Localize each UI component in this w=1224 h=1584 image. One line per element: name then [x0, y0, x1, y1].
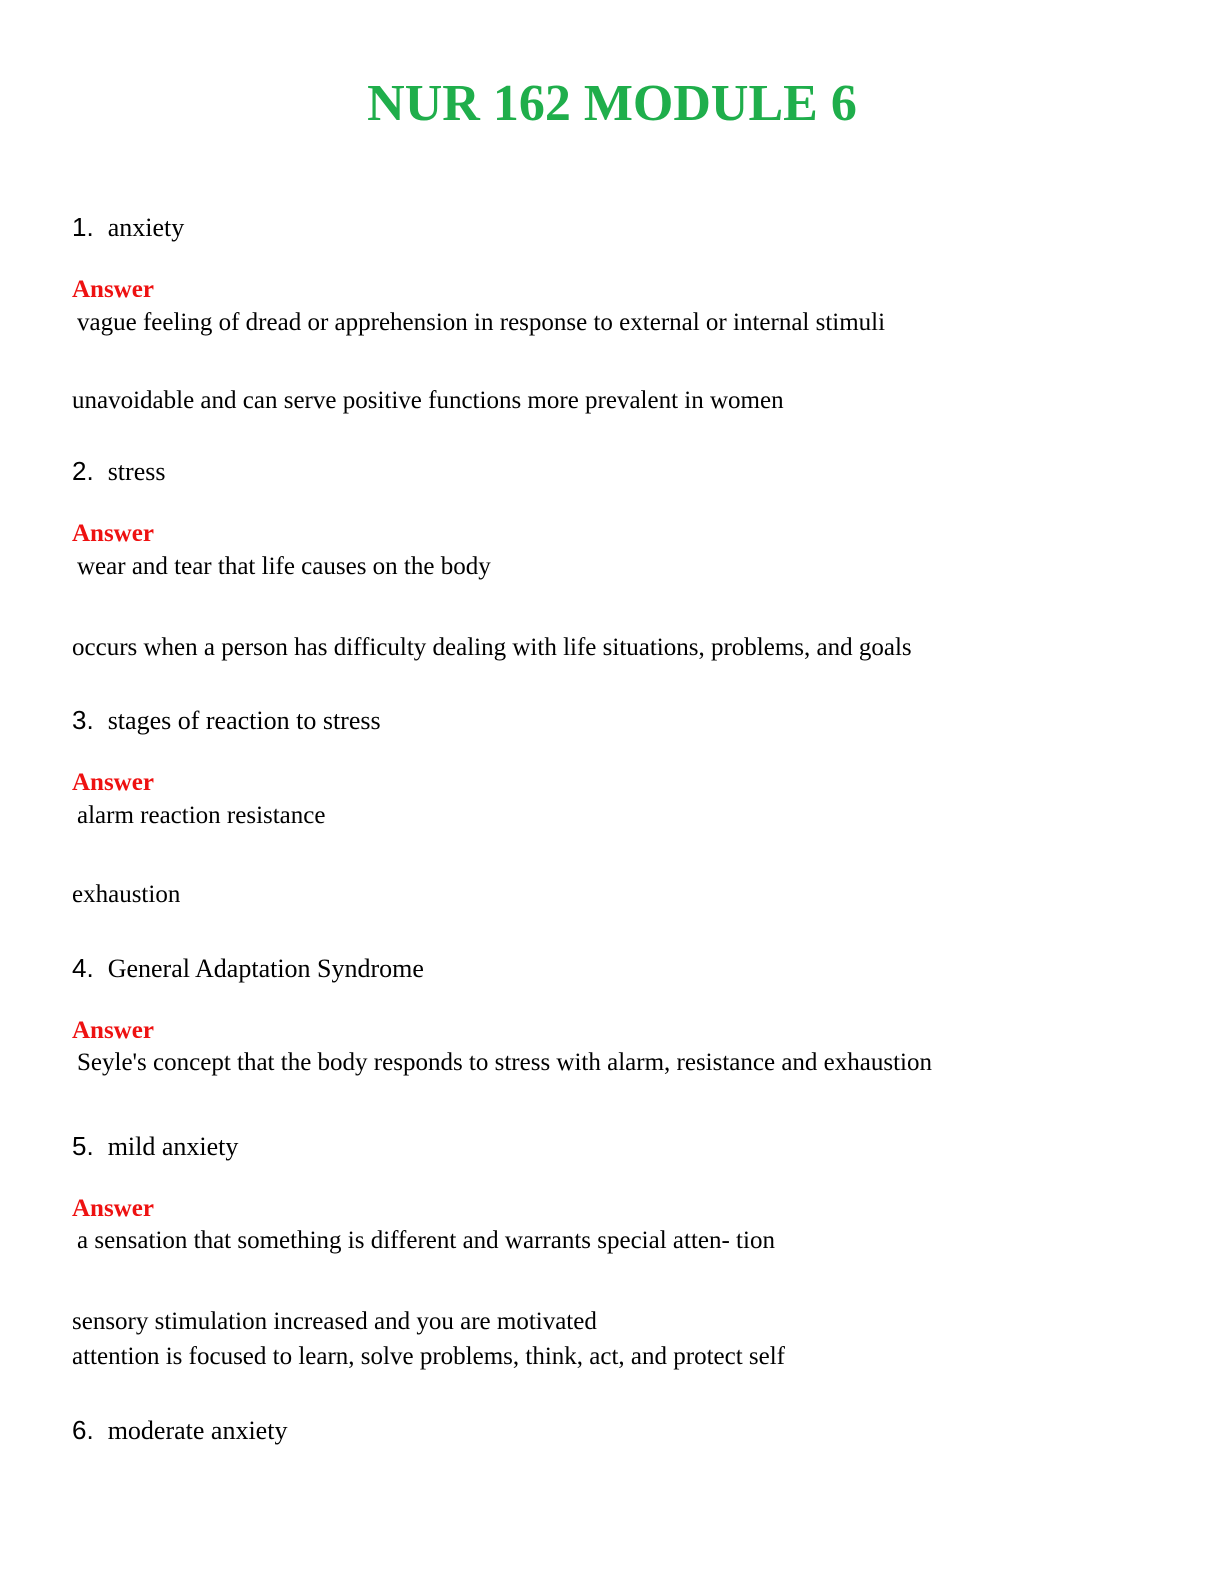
question-3: [72, 705, 381, 736]
question-term: stress: [107, 457, 166, 486]
answer-label: Answer: [72, 1195, 154, 1222]
answer-text: sensory stimulation increased and you are motivated: [72, 1308, 597, 1335]
answer-label: Answer: [72, 769, 154, 796]
answer-text: attention is focused to learn, solve problems, think, act, and protect self: [72, 1343, 786, 1370]
question-term: General Adaptation Syndrome: [107, 954, 424, 983]
answer-text: vague feeling of dread or apprehension in response to external or internal stimuli: [77, 309, 886, 336]
question-number: 4.: [72, 953, 94, 983]
question-number: 5.: [72, 1131, 94, 1161]
question-number: 2.: [72, 456, 94, 486]
question-4: [72, 953, 424, 984]
question-2: [72, 456, 165, 487]
question-term: stages of reaction to stress: [107, 706, 381, 735]
answer-text: unavoidable and can serve positive functions more prevalent in women: [72, 387, 784, 414]
answer-text: occurs when a person has difficulty dealing with life situations, problems, and goals: [72, 634, 912, 661]
question-6: [72, 1415, 287, 1446]
answer-text: wear and tear that life causes on the body: [77, 553, 491, 580]
question-number: 1.: [72, 212, 94, 242]
answer-label: Answer: [72, 520, 154, 547]
question-1: [72, 212, 184, 243]
answer-text: a sensation that something is different and warrants special atten- tion: [77, 1227, 775, 1254]
question-term: mild anxiety: [107, 1132, 239, 1161]
document-title: NUR 162 MODULE 6: [367, 75, 857, 132]
question-term: moderate anxiety: [107, 1416, 288, 1445]
answer-label: Answer: [72, 276, 154, 303]
question-term: anxiety: [107, 213, 185, 242]
question-number: 3.: [72, 705, 94, 735]
question-number: 6.: [72, 1415, 94, 1445]
answer-label: Answer: [72, 1017, 154, 1044]
answer-text: exhaustion: [72, 881, 181, 908]
answer-text: Seyle's concept that the body responds to stress with alarm, resistance and exhaustion: [77, 1049, 932, 1076]
answer-text: alarm reaction resistance: [77, 802, 326, 829]
question-5: [72, 1131, 238, 1162]
